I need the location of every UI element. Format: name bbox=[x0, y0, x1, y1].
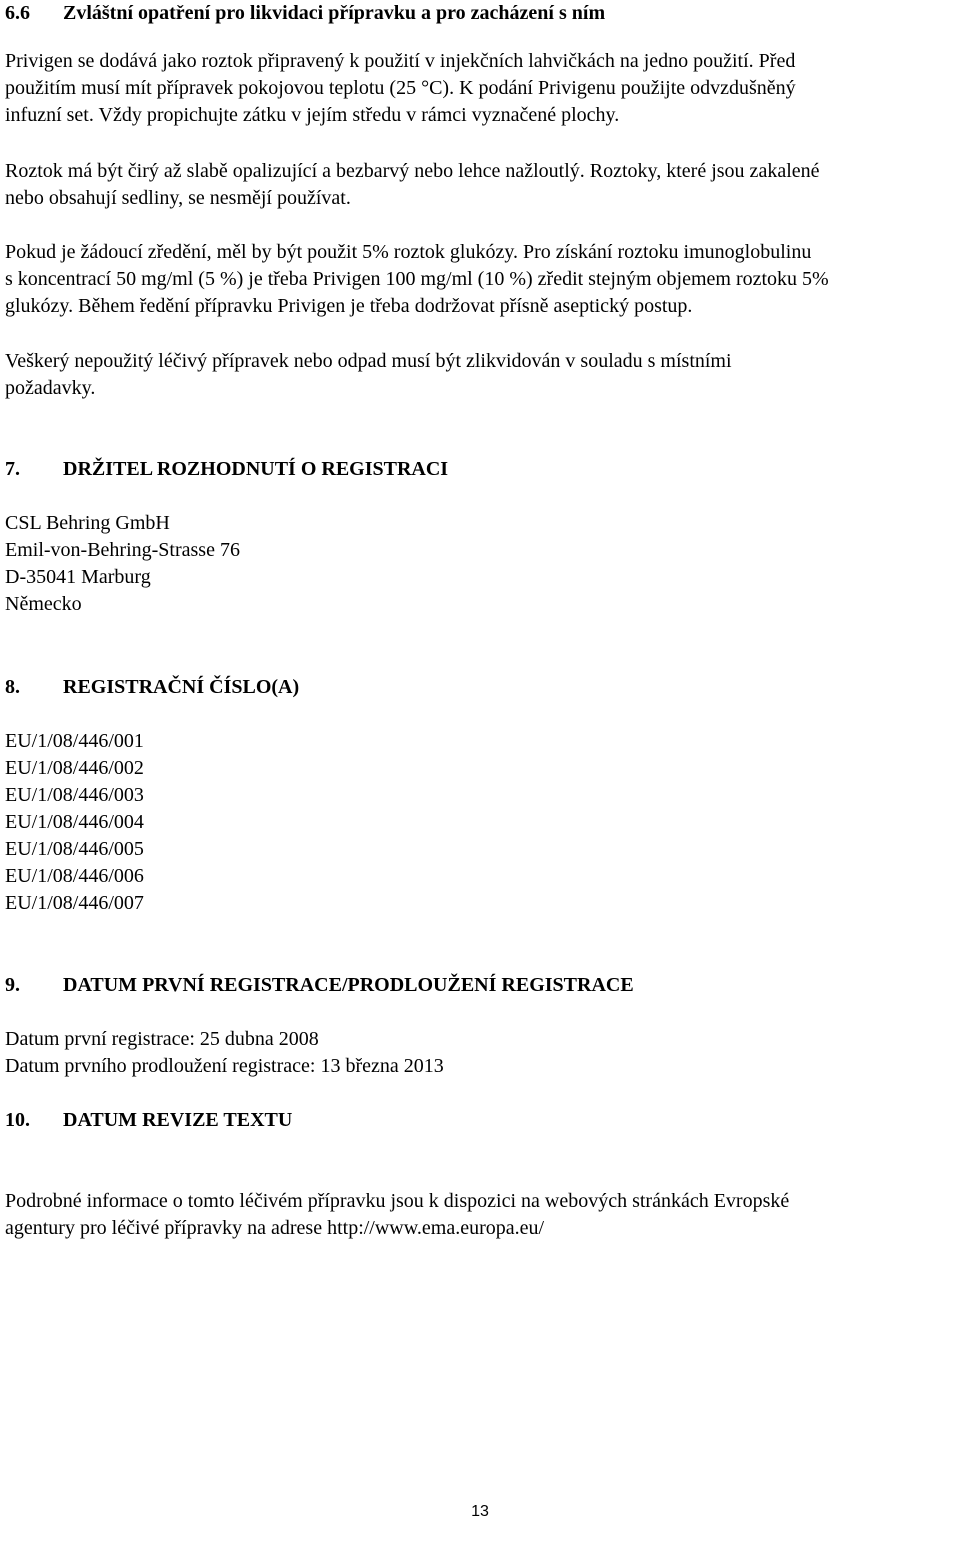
section-title: DRŽITEL ROZHODNUTÍ O REGISTRACI bbox=[63, 458, 449, 480]
registration-dates bbox=[5, 1026, 955, 1080]
registration-number: EU/1/08/446/005 bbox=[5, 838, 144, 860]
section-8-heading bbox=[5, 674, 955, 701]
registration-number: EU/1/08/446/002 bbox=[5, 757, 144, 779]
section-6-paragraph-1 bbox=[5, 48, 955, 129]
section-title: REGISTRAČNÍ ČÍSLO(A) bbox=[63, 676, 300, 698]
section-9-heading bbox=[5, 972, 955, 999]
text-line: požadavky. bbox=[5, 377, 96, 399]
section-7-heading bbox=[5, 456, 955, 483]
detailed-information-note bbox=[5, 1188, 955, 1242]
text-line: Privigen se dodává jako roztok připravený k použití v injekčních lahvičkách na jedno použití. Před bbox=[5, 50, 796, 72]
registration-number: EU/1/08/446/001 bbox=[5, 730, 144, 752]
section-title: DATUM REVIZE TEXTU bbox=[63, 1109, 293, 1131]
section-10-heading bbox=[5, 1107, 955, 1134]
section-title: DATUM PRVNÍ REGISTRACE/PRODLOUŽENÍ REGISTRACE bbox=[63, 974, 634, 996]
registration-number: EU/1/08/446/007 bbox=[5, 892, 144, 914]
marketing-authorisation-holder-address bbox=[5, 510, 955, 618]
section-6-paragraph-4 bbox=[5, 348, 955, 402]
registration-numbers-list bbox=[5, 728, 955, 917]
address-line: Emil-von-Behring-Strasse 76 bbox=[5, 539, 240, 561]
registration-date-line: Datum prvního prodloužení registrace: 13 března 2013 bbox=[5, 1055, 444, 1077]
text-line: glukózy. Během ředění přípravku Privigen je třeba dodržovat přísně aseptický postup. bbox=[5, 295, 693, 317]
text-line: nebo obsahují sedliny, se nesmějí používat. bbox=[5, 187, 351, 209]
text-line: Pokud je žádoucí zředění, měl by být použit 5% roztok glukózy. Pro získání roztoku imunoglobulinu bbox=[5, 241, 812, 263]
text-line: použitím musí mít přípravek pokojovou teplotu (25 °C). K podání Privigenu použijte odvzdušněný bbox=[5, 77, 796, 99]
section-6-paragraph-2 bbox=[5, 158, 955, 212]
section-number: 6.6 bbox=[5, 2, 30, 24]
text-line: Veškerý nepoužitý léčivý přípravek nebo odpad musí být zlikvidován v souladu s místními bbox=[5, 350, 732, 372]
address-line: CSL Behring GmbH bbox=[5, 512, 170, 534]
section-title: Zvláštní opatření pro likvidaci přípravku a pro zacházení s ním bbox=[63, 2, 606, 24]
section-number: 7. bbox=[5, 458, 20, 480]
section-number: 9. bbox=[5, 974, 20, 996]
registration-number: EU/1/08/446/004 bbox=[5, 811, 144, 833]
section-number: 10. bbox=[5, 1109, 30, 1131]
text-line: agentury pro léčivé přípravky na adrese http://www.ema.europa.eu/ bbox=[5, 1217, 545, 1239]
section-6-paragraph-3 bbox=[5, 239, 955, 320]
section-6-6-heading bbox=[5, 0, 955, 27]
text-line: Podrobné informace o tomto léčivém přípravku jsou k dispozici na webových stránkách Evropské bbox=[5, 1190, 790, 1212]
registration-number: EU/1/08/446/006 bbox=[5, 865, 144, 887]
address-line: D-35041 Marburg bbox=[5, 566, 151, 588]
text-line: s koncentrací 50 mg/ml (5 %) je třeba Privigen 100 mg/ml (10 %) zředit stejným objemem roztoku 5% bbox=[5, 268, 829, 290]
page-number: 13 bbox=[471, 1503, 489, 1520]
registration-date-line: Datum první registrace: 25 dubna 2008 bbox=[5, 1028, 319, 1050]
text-line: infuzní set. Vždy propichujte zátku v jejím středu v rámci vyznačené plochy. bbox=[5, 104, 620, 126]
section-number: 8. bbox=[5, 676, 20, 698]
text-line: Roztok má být čirý až slabě opalizující a bezbarvý nebo lehce nažloutlý. Roztoky, které jsou zakalené bbox=[5, 160, 820, 182]
registration-number: EU/1/08/446/003 bbox=[5, 784, 144, 806]
address-line: Německo bbox=[5, 593, 82, 615]
